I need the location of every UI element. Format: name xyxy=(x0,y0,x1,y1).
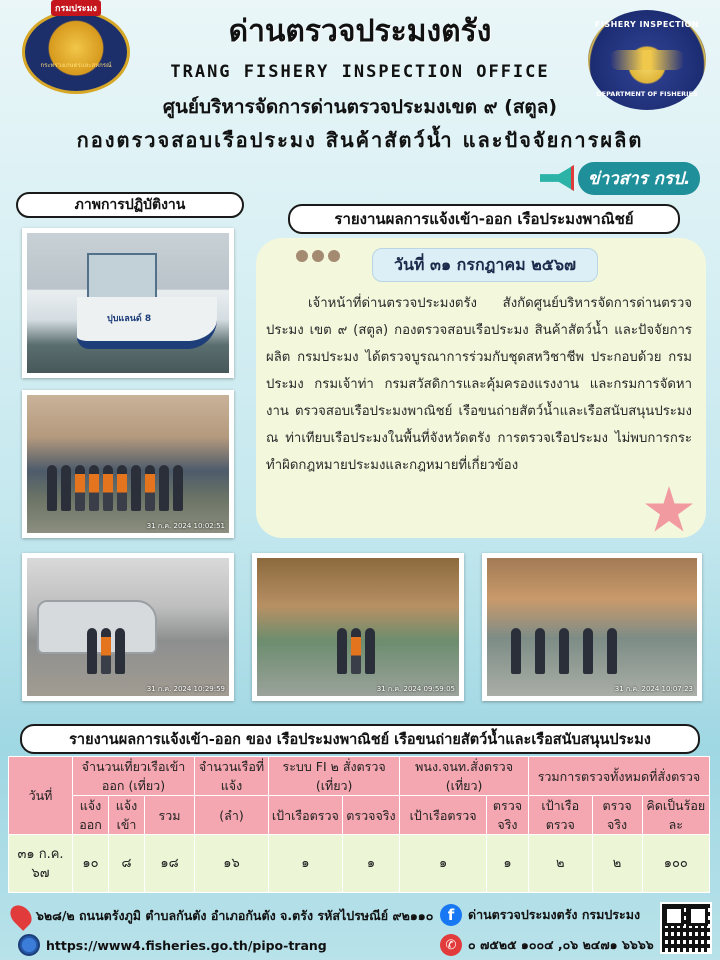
header-trips: จำนวนเที่ยวเรือเข้าออก (เที่ยว) xyxy=(73,757,195,796)
cell-in: ๘ xyxy=(109,835,145,893)
page-title: ด่านตรวจประมงตรัง xyxy=(228,14,492,49)
photo-briefing xyxy=(482,553,702,701)
photo-timestamp: 31 ก.ค. 2024 10:07:23 xyxy=(614,685,693,693)
subheader-unit: (ลำ) xyxy=(195,796,269,835)
subheader-out: แจ้งออก xyxy=(73,796,109,835)
globe-icon xyxy=(18,934,40,956)
officer-group xyxy=(337,628,375,674)
person-figure xyxy=(559,628,569,674)
person-figure xyxy=(607,628,617,674)
person-figure xyxy=(115,628,125,674)
qr-code-icon[interactable] xyxy=(660,902,712,954)
report-body: เจ้าหน้าที่ด่านตรวจประมงตรัง สังกัดศูนย์บริหารจัดการด่านตรวจประมง เขต ๙ (สตูล) กองตรวจสอบเรือประมง สินค้าสัตว์น้ำ และปัจจัยการผลิต กรมประมง ได้ตรวจบูรณาการร่วมกับชุดสหวิชาชีพ ประกอบด้วย กรมประมง กรมเจ้าท่า กรมสวัสดิการและคุ้มครองแรงงาน และกรมการจัดหางาน ตรวจสอบเรือประมงพาณิชย์ เรือขนถ่ายสัตว์น้ำและเรือสนับสนุนประมง ณ ท่าเทียบเรือประมงในพื้นที่จังหวัดตรัง การตรวจเรือประมง ไม่พบการกระทำผิดกฎหมายประมงและกฎหมายที่เกี่ยวข้อง xyxy=(266,296,692,473)
photo-timestamp: 31 ก.ค. 2024 10:02:51 xyxy=(146,522,225,530)
officer-group xyxy=(87,628,125,674)
person-figure xyxy=(337,628,347,674)
subheader-pn-actual: ตรวจจริง xyxy=(486,796,528,835)
table-row xyxy=(9,835,710,893)
footer-facebook[interactable] xyxy=(440,904,640,926)
header-boats: จำนวนเรือที่แจ้ง xyxy=(195,757,269,796)
cell-total-actual: ๒ xyxy=(592,835,642,893)
cell-fi-target: ๑ xyxy=(269,835,343,893)
person-figure xyxy=(583,628,593,674)
subheader-total-target: เป้าเรือตรวจ xyxy=(528,796,592,835)
person-figure xyxy=(131,465,141,511)
phone-icon: ✆ xyxy=(440,934,462,956)
person-figure xyxy=(103,465,113,511)
photo-timestamp: 31 ก.ค. 2024 09:59:05 xyxy=(376,685,455,693)
officer-group xyxy=(511,628,617,674)
location-pin-icon xyxy=(6,901,36,931)
person-figure xyxy=(87,628,97,674)
megaphone-icon xyxy=(540,165,574,191)
address-text: ๖๒๘/๒ ถนนตรังภูมิ ตำบลกันตัง อำเภอกันตัง จ.ตรัง รหัสไปรษณีย์ ๙๒๑๑๐ xyxy=(36,908,434,923)
subheader-fi-actual: ตรวจจริง xyxy=(342,796,400,835)
page-title-english: TRANG FISHERY INSPECTION OFFICE xyxy=(170,62,550,82)
subheader-fi-target: เป้าเรือตรวจ xyxy=(269,796,343,835)
decorative-dots xyxy=(296,250,340,262)
department-of-fisheries-logo xyxy=(22,4,130,94)
wings-emblem-icon xyxy=(609,50,685,70)
dot-icon xyxy=(296,250,308,262)
person-figure xyxy=(47,465,57,511)
person-figure xyxy=(145,465,155,511)
photo-vehicle-check xyxy=(22,553,234,701)
website-link[interactable]: https://www4.fisheries.go.th/pipo-trang xyxy=(46,937,327,953)
facebook-link[interactable]: ด่านตรวจประมงตรัง กรมประมง xyxy=(468,907,641,922)
logo-right-top-text: FISHERY INSPECTION xyxy=(594,20,700,29)
table-section-title: รายงานผลการแจ้งเข้า-ออก ของ เรือประมงพาณิชย์ เรือขนถ่ายสัตว์น้ำและเรือสนับสนุนประมง xyxy=(20,724,700,754)
photo-pier-inspection xyxy=(252,553,464,701)
person-figure xyxy=(511,628,521,674)
person-figure xyxy=(61,465,71,511)
news-badge: ข่าวสาร กรป. xyxy=(578,162,700,195)
footer-website[interactable] xyxy=(18,934,327,956)
person-figure xyxy=(535,628,545,674)
logo-right-bottom-text: DEPARTMENT OF FISHERIES xyxy=(596,90,698,98)
logo-left-label: กรมประมง xyxy=(51,0,101,16)
person-figure xyxy=(89,465,99,511)
header-pnng: พนง.จนท.สั่งตรวจ (เที่ยว) xyxy=(400,757,529,796)
person-figure xyxy=(159,465,169,511)
division-subtitle: กองตรวจสอบเรือประมง สินค้าสัตว์น้ำ และปัจจัยการผลิต xyxy=(76,128,644,152)
dot-icon xyxy=(328,250,340,262)
person-figure xyxy=(101,628,111,674)
facebook-icon: f xyxy=(440,904,462,926)
cell-fi-actual: ๑ xyxy=(342,835,400,893)
person-figure xyxy=(365,628,375,674)
cell-out: ๑๐ xyxy=(73,835,109,893)
boat-hull-shape xyxy=(77,297,217,349)
boat-cabin-shape xyxy=(87,253,157,299)
person-figure xyxy=(75,465,85,511)
center-subtitle: ศูนย์บริหารจัดการด่านตรวจประมงเขต ๙ (สตูล) xyxy=(162,96,558,118)
footer-address xyxy=(12,904,433,928)
cell-date: ๓๑ ก.ค. ๖๗ xyxy=(9,835,73,893)
person-figure xyxy=(351,628,361,674)
cell-pn-target: ๑ xyxy=(400,835,487,893)
boat-registration: ปุบแลนด์ 8 xyxy=(107,314,152,324)
fishery-inspection-logo xyxy=(588,10,706,110)
cell-percent: ๑๐๐ xyxy=(642,835,709,893)
team-group xyxy=(47,465,183,511)
photo-fishing-boat xyxy=(22,228,234,378)
photo-inspection-team xyxy=(22,390,234,538)
header-fi2: ระบบ FI ๒ สั่งตรวจ (เที่ยว) xyxy=(269,757,400,796)
report-date: วันที่ ๓๑ กรกฎาคม ๒๕๖๗ xyxy=(372,248,598,282)
report-section-title: รายงานผลการแจ้งเข้า-ออก เรือประมงพาณิชย์ xyxy=(288,204,680,234)
cell-boats: ๑๖ xyxy=(195,835,269,893)
phone-text: ๐ ๗๕๒๕ ๑๐๐๔ ,๐๖ ๒๔๗๑ ๖๖๖๖ xyxy=(468,937,654,952)
subheader-sum: รวม xyxy=(145,796,195,835)
news-label xyxy=(540,160,700,196)
cell-pn-actual: ๑ xyxy=(486,835,528,893)
subheader-pn-target: เป้าเรือตรวจ xyxy=(400,796,487,835)
photo-timestamp: 31 ก.ค. 2024 10:29:59 xyxy=(146,685,225,693)
footer-phone xyxy=(440,934,654,956)
inspection-table xyxy=(8,756,710,893)
header-date: วันที่ xyxy=(9,757,73,835)
subheader-percent: คิดเป็นร้อยละ xyxy=(642,796,709,835)
table-header-row xyxy=(9,757,710,796)
header-total: รวมการตรวจทั้งหมดที่สั่งตรวจ xyxy=(528,757,709,796)
dot-icon xyxy=(312,250,324,262)
person-figure xyxy=(173,465,183,511)
logo-left-subtitle: กระทรวงเกษตรและสหกรณ์ xyxy=(40,62,112,69)
cell-sum: ๑๘ xyxy=(145,835,195,893)
photos-section-title: ภาพการปฏิบัติงาน xyxy=(16,192,244,218)
person-figure xyxy=(117,465,127,511)
cell-total-target: ๒ xyxy=(528,835,592,893)
subheader-total-actual: ตรวจจริง xyxy=(592,796,642,835)
subheader-in: แจ้งเข้า xyxy=(109,796,145,835)
table-subheader-row xyxy=(9,796,710,835)
